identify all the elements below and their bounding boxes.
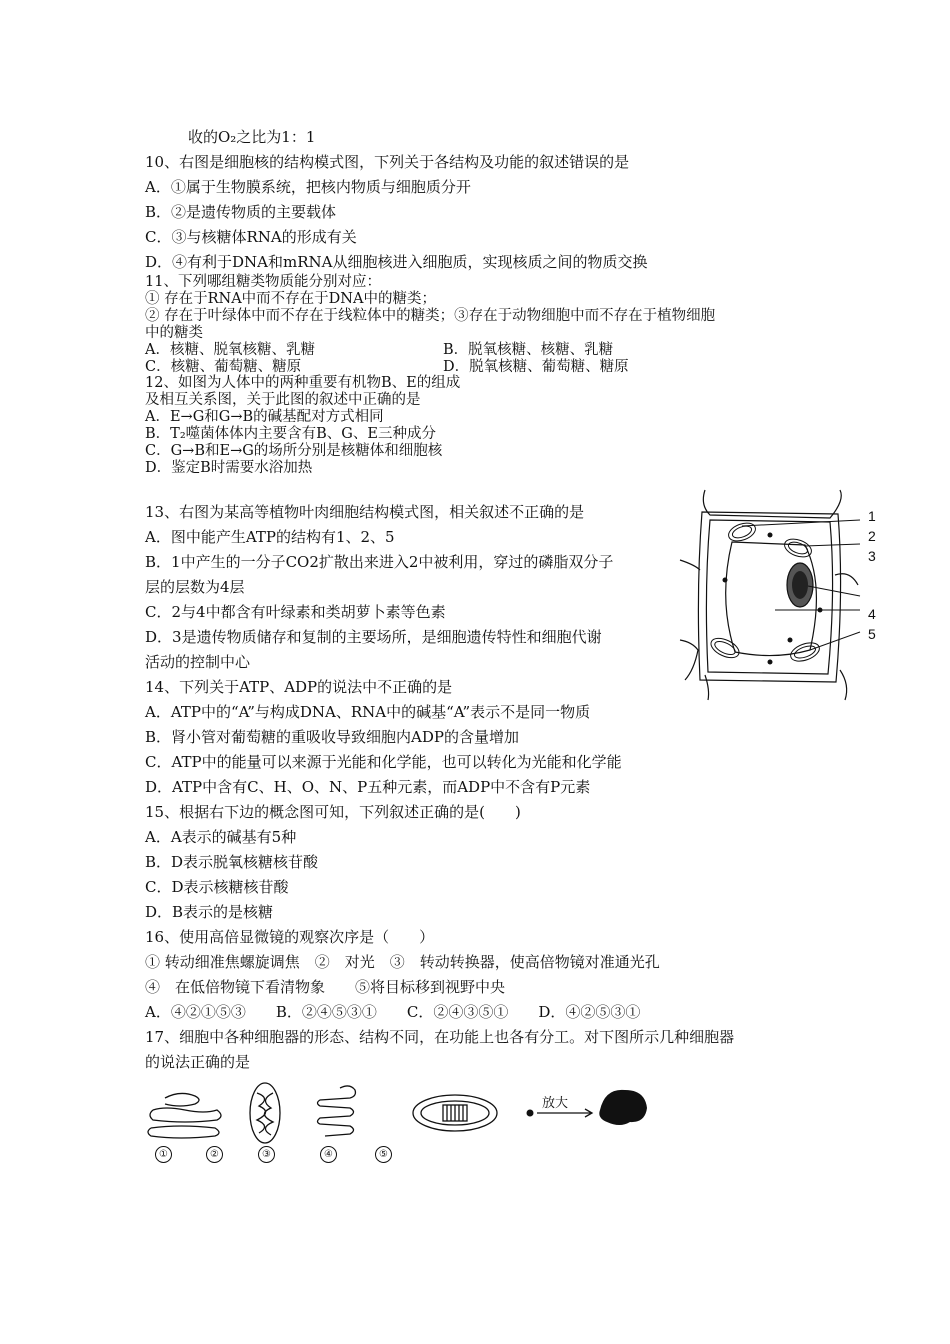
cell-label-5: 5	[868, 626, 876, 642]
option-b: B．脱氧核糖、核糖、乳糖	[443, 342, 614, 358]
question-14: 14、下列关于ATP、ADP的说法中不正确的是	[145, 678, 453, 696]
option-a: A．E→G和G→B的碱基配对方式相同	[145, 409, 384, 425]
question-stem: ① 存在于RNA中而不存在于DNA中的糖类；	[145, 291, 436, 307]
question-stem: ④ 在低倍物镜下看清物象 ⑤将目标移到视野中央	[145, 978, 506, 996]
option-c: C．G→B和E→G的场所分别是核糖体和细胞核	[145, 443, 443, 459]
option-c: C．③与核糖体RNA的形成有关	[145, 228, 357, 246]
question-stem: 的说法正确的是	[145, 1053, 251, 1071]
option-d: D．ATP中含有C、H、O、N、P五种元素，而ADP中不含有P元素	[145, 778, 591, 796]
option-b: B．②是遗传物质的主要载体	[145, 203, 337, 221]
cell-label-3: 3	[868, 548, 876, 564]
option-a: A．核糖、脱氧核糖、乳糖	[145, 342, 315, 358]
option-d: D．B表示的是核糖	[145, 903, 274, 921]
organelle-label-3: ③	[258, 1146, 275, 1163]
option-b: B．1中产生的一分子CO2扩散出来进入2中被利用，穿过的磷脂双分子	[145, 553, 614, 571]
question-13: 13、右图为某高等植物叶肉细胞结构模式图，相关叙述不正确的是	[145, 503, 585, 521]
option-a: A．①属于生物膜系统，把核内物质与细胞质分开	[145, 178, 471, 196]
question-12: 12、如图为人体中的两种重要有机物B、E的组成	[145, 375, 461, 391]
question-15: 15、根据右下边的概念图可知，下列叙述正确的是( )	[145, 803, 521, 821]
question-11: 11、下列哪组糖类物质能分别对应：	[145, 274, 381, 290]
organelle-label-4: ④	[320, 1146, 337, 1163]
question-10: 10、右图是细胞核的结构模式图，下列关于各结构及功能的叙述错误的是	[145, 153, 630, 171]
cell-label-1: 1	[868, 508, 876, 524]
question-16: 16、使用高倍显微镜的观察次序是（ ）	[145, 928, 435, 946]
organelle-label-5: ⑤	[375, 1146, 392, 1163]
plant-cell-diagram	[680, 490, 860, 700]
option-b: B．D表示脱氧核糖核苷酸	[145, 853, 319, 871]
question-stem: ② 存在于叶绿体中而不存在于线粒体中的糖类；③存在于动物细胞中而不存在于植物细胞	[145, 308, 716, 324]
options-row: A．④②①⑤③ B．②④⑤③① C．②④③⑤① D．④②⑤③①	[145, 1003, 641, 1021]
option-a: A．A表示的碱基有5种	[145, 828, 297, 846]
option-c: C．D表示核糖核苷酸	[145, 878, 289, 896]
option-a: A．图中能产生ATP的结构有1、2、5	[145, 528, 395, 546]
option-d: D．脱氧核糖、葡萄糖、糖原	[443, 359, 629, 375]
cell-label-4: 4	[868, 606, 876, 622]
cell-label-2: 2	[868, 528, 876, 544]
option-d: D．3是遗传物质储存和复制的主要场所，是细胞遗传特性和细胞代谢	[145, 628, 602, 646]
option-b: B．肾小管对葡萄糖的重吸收导致细胞内ADP的含量增加	[145, 728, 519, 746]
option-b: B．T₂噬菌体体内主要含有B、G、E三种成分	[145, 426, 436, 442]
question-stem: 及相互关系图，关于此图的叙述中正确的是	[145, 392, 421, 408]
option-d-cont: 活动的控制中心	[145, 653, 251, 671]
organelle-label-2: ②	[206, 1146, 223, 1163]
option-c: C．核糖、葡萄糖、糖原	[145, 359, 302, 375]
organelle-label-1: ①	[155, 1146, 172, 1163]
option-d: D．鉴定B时需要水浴加热	[145, 460, 313, 476]
option-b-cont: 层的层数为4层	[145, 578, 245, 596]
option-a: A．ATP中的“A”与构成DNA、RNA中的碱基“A”表示不是同一物质	[145, 703, 591, 721]
question-stem: 中的糖类	[145, 325, 203, 341]
option-d: D．④有利于DNA和mRNA从细胞核进入细胞质，实现核质之间的物质交换	[145, 253, 648, 271]
question-17: 17、细胞中各种细胞器的形态、结构不同，在功能上也各有分工。对下图所示几种细胞器	[145, 1028, 735, 1046]
arrow-label: 放大	[542, 1096, 569, 1111]
option-c: C．2与4中都含有叶绿素和类胡萝卜素等色素	[145, 603, 446, 621]
question-stem: ① 转动细准焦螺旋调焦 ② 对光 ③ 转动转换器，使高倍物镜对准通光孔	[145, 953, 660, 971]
text-line: 收的O₂之比为1：1	[188, 128, 316, 146]
organelle-diagram	[145, 1078, 665, 1148]
option-c: C．ATP中的能量可以来源于光能和化学能，也可以转化为光能和化学能	[145, 753, 622, 771]
